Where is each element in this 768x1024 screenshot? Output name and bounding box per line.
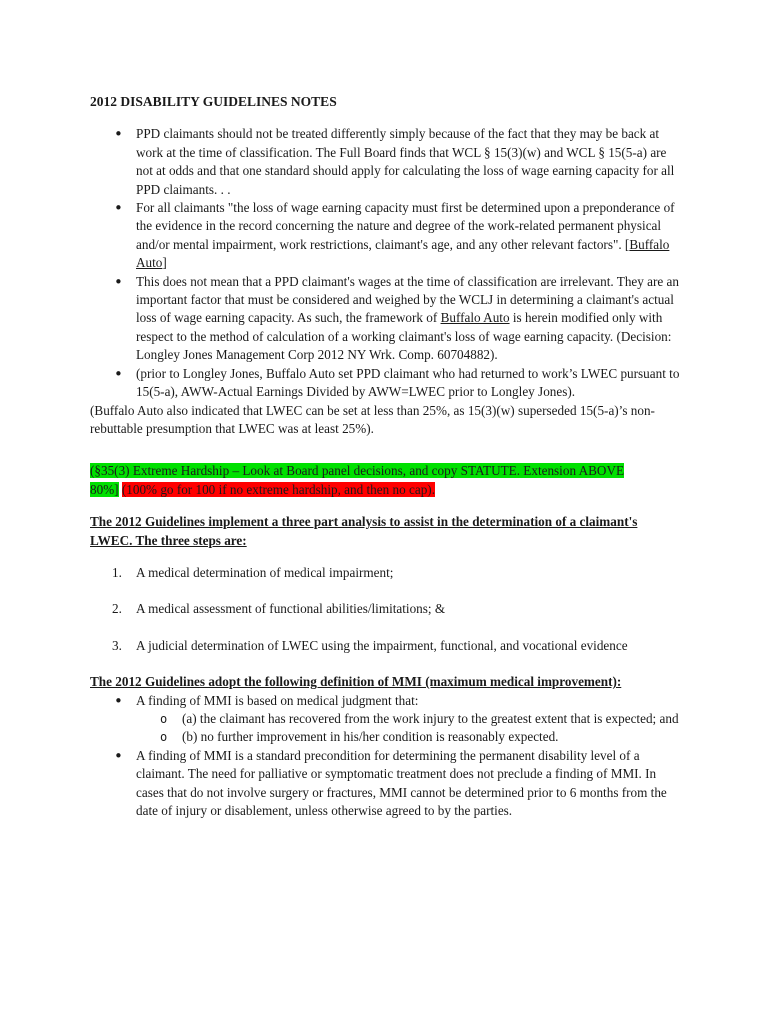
steps-list xyxy=(90,564,680,655)
red-highlight-text: (100% go for 100 if no extreme hardship, and then no cap). xyxy=(121,481,435,497)
circle-bullet-icon: o xyxy=(160,730,168,745)
list-item xyxy=(90,747,680,821)
document-page xyxy=(90,93,680,820)
list-item xyxy=(90,564,680,582)
mmi-item-text: A finding of MMI is based on medical judgment that: xyxy=(136,692,419,708)
page-title: 2012 DISABILITY GUIDELINES NOTES xyxy=(90,94,337,109)
bullet-text: For all claimants "the loss of wage earning capacity must first be determined upon a preponderance of the evidence in the record concerning the nature and degree of the work-related permanent physical and/or mental impairment, work restrictions, claimant's age, and any other relevant factors". [ xyxy=(136,200,675,252)
buffalo-auto-link[interactable]: Buffalo Auto xyxy=(440,310,510,326)
step-number: 3. xyxy=(112,637,122,653)
list-item xyxy=(90,637,680,655)
sub-item-text: (b) no further improvement in his/her condition is reasonably expected. xyxy=(182,729,559,745)
mmi-bullet-list xyxy=(90,692,680,821)
sub-item-text: (a) the claimant has recovered from the work injury to the greatest extent that is expected; and xyxy=(182,710,679,726)
circle-bullet-icon: o xyxy=(160,711,168,726)
bullet-text-tail: ] xyxy=(162,255,167,271)
step-text: A medical determination of medical impairment; xyxy=(136,564,394,580)
mmi-item-text: A finding of MMI is a standard precondition for determining the permanent disability level of a claimant. The need for palliative or symptomatic treatment does not preclude a finding of MMI. In cases that do not involve surgery or fractures, MMI cannot be determined prior to 6 months from the date of injury or disablement, unless otherwise agreed to by the parties. xyxy=(136,747,667,818)
bullet-text-tail: is herein modified only with respect to the method of calculation of a working claimant's loss of wage earning capacity. (Decision: Longley Jones Management Corp 2012 NY Wrk. Comp. 60704882). xyxy=(136,310,672,363)
step-text: A medical assessment of functional abilities/limitations; & xyxy=(136,601,446,617)
bullet-text: (prior to Longley Jones, Buffalo Auto set PPD claimant who had returned to work’s LWEC pursuant to 15(5-a), AWW-Actual Earnings Divided by AWW=LWEC prior to Longley Jones). xyxy=(136,365,680,400)
step-text: A judicial determination of LWEC using the impairment, functional, and vocational evidence xyxy=(136,637,628,653)
step-number: 1. xyxy=(112,564,122,580)
highlight-note xyxy=(90,462,680,499)
list-item xyxy=(90,125,680,199)
list-item xyxy=(90,692,680,747)
three-part-heading: The 2012 Guidelines implement a three part analysis to assist in the determination of a claimant's LWEC. The three steps are: xyxy=(90,514,638,548)
list-item xyxy=(90,365,680,402)
buffalo-auto-link[interactable]: Buffalo Auto xyxy=(136,236,670,271)
bullet-text: PPD claimants should not be treated differently simply because of the fact that they may be back at work at the time of classification. The Full Board finds that WCL § 15(3)(w) and WCL § 15(5-a) are not at odds and that one standard should apply for calculating the loss of wage earning capacity for all PPD claimants. . . xyxy=(136,126,675,197)
step-number: 2. xyxy=(112,601,122,617)
sub-list-item xyxy=(136,710,680,728)
list-item xyxy=(90,600,680,618)
list-item xyxy=(90,199,680,273)
mmi-sub-list xyxy=(136,710,680,747)
notes-bullet-list xyxy=(90,125,680,401)
green-highlight-text: (§35(3) Extreme Hardship – Look at Board panel decisions, and copy STATUTE. Extension ABOVE 80%] xyxy=(90,463,625,497)
bullet-text: This does not mean that a PPD claimant's wages at the time of classification are irrelevant. They are an important factor that must be considered and weighed by the WCLJ in determining a claimant's actual loss of wage earning capacity. As such, the framework of xyxy=(136,273,680,326)
mmi-heading: The 2012 Guidelines adopt the following definition of MMI (maximum medical improvement): xyxy=(90,674,622,690)
list-item xyxy=(90,273,680,365)
sub-list-item xyxy=(136,728,680,746)
buffalo-auto-note: (Buffalo Auto also indicated that LWEC can be set at less than 25%, as 15(3)(w) superseded 15(5-a)’s non-rebuttable presumption that LWEC was at least 25%). xyxy=(90,402,655,436)
